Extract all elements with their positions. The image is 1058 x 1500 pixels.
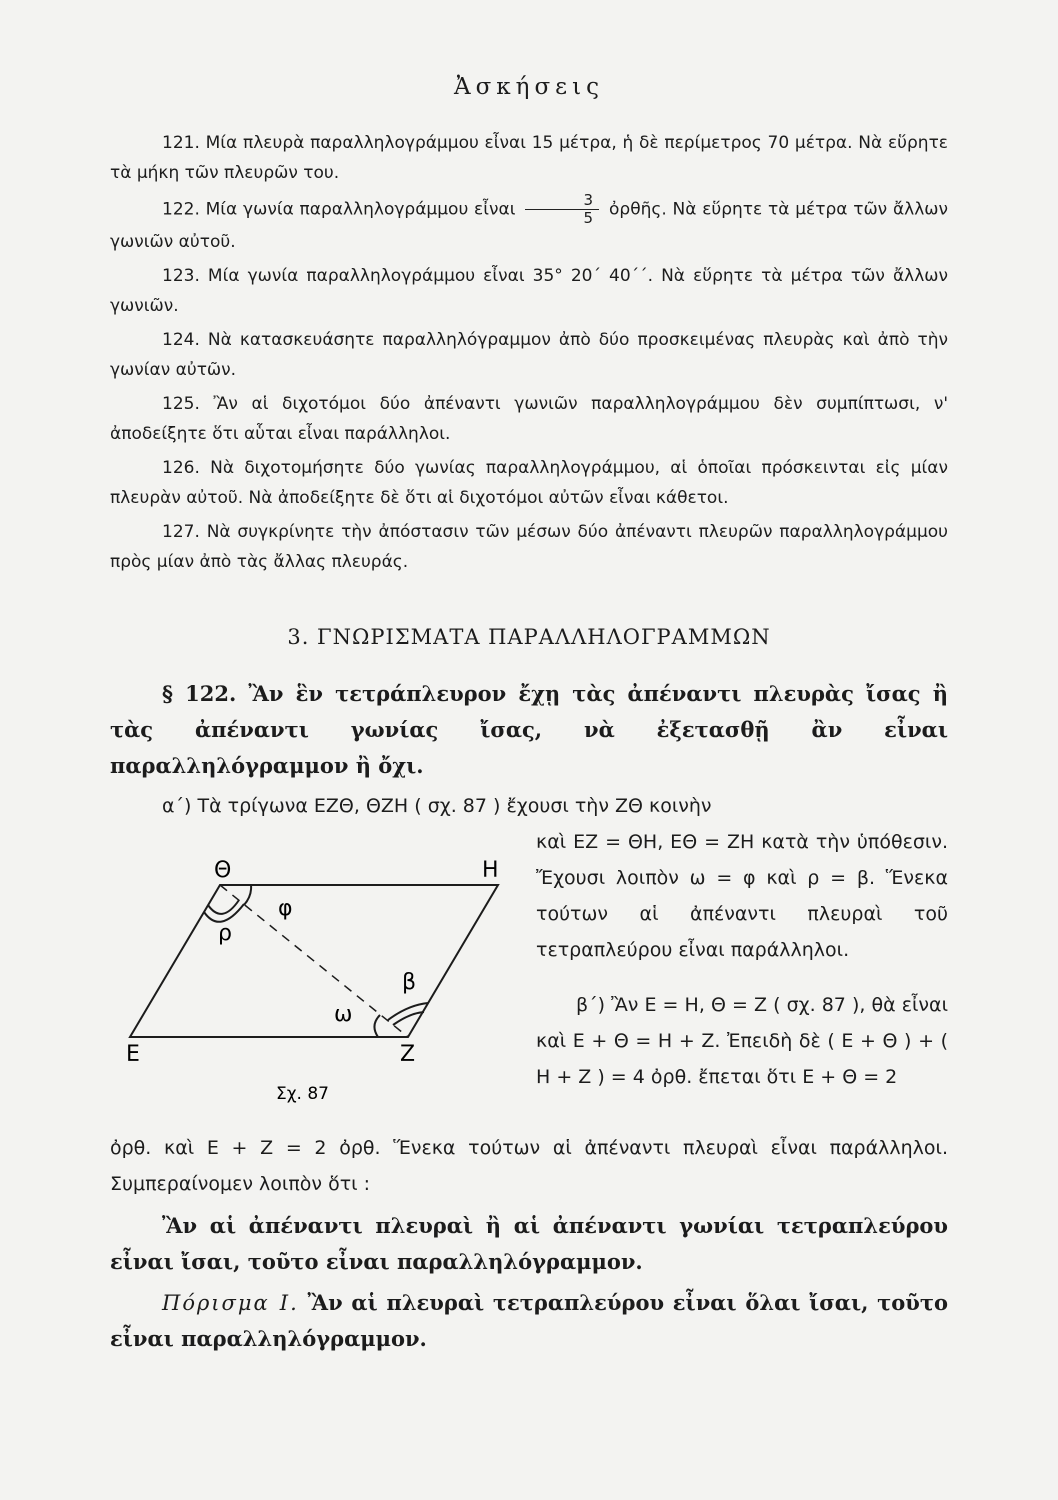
- exercise-text: Ἂν αἱ διχοτόμοι δύο ἀπέναντι γωνιῶν παραλληλογράμμου δὲν συμπίπτωσι, ν' ἀποδείξητε ὅτι αὗται εἶναι παράλληλοι.: [110, 394, 948, 444]
- proof-b-side-text: β΄) Ἂν Ε = Η, Θ = Ζ ( σχ. 87 ), θὰ εἶναι καὶ Ε + Θ = Η + Ζ. Ἐπειδὴ δὲ ( Ε + Θ ) + ( Η + Ζ ) = 4 ὀρθ. ἔπεται ὅτι Ε + Θ = 2: [536, 994, 948, 1088]
- porism-label: Πόρισμα Ι.: [162, 1291, 299, 1315]
- vertex-label-h: Η: [482, 858, 499, 883]
- fraction: [525, 192, 599, 227]
- exercise-text: Μία γωνία παραλληλογράμμου εἶναι: [205, 199, 516, 220]
- angle-label-phi: φ: [278, 896, 293, 921]
- exercise-number: 127.: [162, 522, 200, 542]
- exercise-list: [110, 128, 948, 577]
- angle-arc-omega: [374, 1015, 380, 1037]
- figure-87: [120, 855, 520, 1135]
- fraction-numerator: 3: [525, 192, 599, 210]
- angle-label-rho: ρ: [218, 921, 232, 946]
- proof-a-rest-text: καὶ ΕΖ = ΘΗ, ΕΘ = ΖΗ κατὰ τὴν ὑπόθεσιν. Ἔχουσι λοιπὸν ω = φ καὶ ρ = β. Ἕνεκα τούτων αἱ ἀπέναντι πλευραὶ τοῦ τετραπλεύρου εἶναι παράλληλοι.: [536, 831, 948, 961]
- angle-arc-phi: [244, 885, 251, 905]
- theorem: [110, 676, 948, 784]
- exercise-text: Νὰ συγκρίνητε τὴν ἀπόστασιν τῶν μέσων δύο ἀπέναντι πλευρῶν παραλληλογράμμου πρὸς μίαν ἀπὸ τὰς ἄλλας πλευράς.: [110, 522, 948, 572]
- exercise-number: 126.: [162, 458, 200, 478]
- porism-text: [110, 1285, 948, 1357]
- exercise-number: 121.: [162, 133, 200, 153]
- exercise-text: Νὰ διχοτομήσητε δύο γωνίας παραλληλογράμμου, αἱ ὁποῖαι πρόσκεινται εἰς μίαν πλευρὰν αὐτοῦ. Νὰ ἀποδείξητε δὲ ὅτι αἱ διχοτόμοι αὐτῶν εἶναι κάθετοι.: [110, 458, 949, 508]
- exercises-title: Ἀσκήσεις: [454, 74, 604, 100]
- theorem-text: § 122. Ἂν ἓν τετράπλευρον ἔχῃ τὰς ἀπέναντι πλευρὰς ἴσας ἢ τὰς ἀπέναντι γωνίας ἴσας, νὰ ἐξετασθῇ ἂν εἶναι παραλληλόγραμμον ἢ ὄχι.: [110, 681, 948, 778]
- fraction-denominator: 5: [583, 209, 593, 227]
- proof-a-first-line: [110, 788, 948, 824]
- proof-b-full: [110, 1130, 948, 1202]
- section-heading: 3. ΓΝΩΡΙΣΜΑΤΑ ΠΑΡΑΛΛΗΛΟΓΡΑΜΜΩΝ: [287, 625, 771, 649]
- porism-body: Ἂν αἱ πλευραὶ τετραπλεύρου εἶναι ὅλαι ἴσαι, τοῦτο εἶναι παραλληλόγραμμον.: [110, 1290, 948, 1351]
- exercise-126: [110, 453, 948, 513]
- exercise-123: [110, 261, 948, 321]
- proof-a-text: α΄) Τὰ τρίγωνα ΕΖΘ, ΘΖΗ ( σχ. 87 ) ἔχουσι τὴν ΖΘ κοινὴν: [162, 795, 712, 817]
- exercise-text: Μία γωνία παραλληλογράμμου εἶναι 35° 20΄ 40΄΄. Νὰ εὕρητε τὰ μέτρα τῶν ἄλλων γωνιῶν.: [110, 266, 949, 316]
- exercise-text: Νὰ κατασκευάσητε παραλληλόγραμμον ἀπὸ δύο προσκειμένας πλευρὰς καὶ ἀπὸ τὴν γωνίαν αὐτῶν.: [110, 330, 948, 380]
- proof-b-side: [536, 987, 948, 1095]
- conclusion: [110, 1208, 948, 1280]
- exercise-number: 124.: [162, 330, 200, 350]
- exercise-number: 125.: [162, 394, 200, 414]
- vertex-label-e: Ε: [126, 1042, 140, 1067]
- angle-label-omega: ω: [334, 1002, 353, 1027]
- vertex-label-theta: Θ: [214, 858, 232, 883]
- exercise-number: 122.: [162, 199, 200, 220]
- angle-label-beta: β: [402, 970, 417, 995]
- exercise-text: Μία πλευρὰ παραλληλογράμμου εἶναι 15 μέτρα, ἡ δὲ περίμετρος 70 μέτρα. Νὰ εὕρητε τὰ μήκη τῶν πλευρῶν του.: [110, 133, 948, 183]
- exercise-text: ὀρθῆς. Νὰ εὕρητε τὰ μέτρα τῶν ἄλλων γωνιῶν αὐτοῦ.: [110, 199, 949, 252]
- exercise-125: [110, 389, 948, 449]
- conclusion-text: Ἂν αἱ ἀπέναντι πλευραὶ ἢ αἱ ἀπέναντι γωνίαι τετραπλεύρου εἶναι ἴσαι, τοῦτο εἶναι παραλληλόγραμμον.: [110, 1213, 948, 1274]
- vertex-label-z: Ζ: [400, 1042, 416, 1067]
- diagonal-theta-z: [220, 885, 408, 1037]
- exercise-124: [110, 325, 948, 385]
- figure-caption: Σχ. 87: [276, 1084, 330, 1104]
- exercise-122: [110, 192, 948, 257]
- exercise-number: 123.: [162, 266, 200, 286]
- angle-arc-rho-inner: [208, 900, 239, 914]
- porism: [110, 1285, 948, 1357]
- exercise-127: [110, 517, 948, 577]
- proof-b-full-text: ὀρθ. καὶ Ε + Ζ = 2 ὀρθ. Ἕνεκα τούτων αἱ ἀπέναντι πλευραὶ εἶναι παράλληλοι. Συμπεραίνομεν λοιπὸν ὅτι :: [110, 1137, 948, 1195]
- proof-a-continuation: [536, 824, 948, 968]
- exercise-121: [110, 128, 948, 188]
